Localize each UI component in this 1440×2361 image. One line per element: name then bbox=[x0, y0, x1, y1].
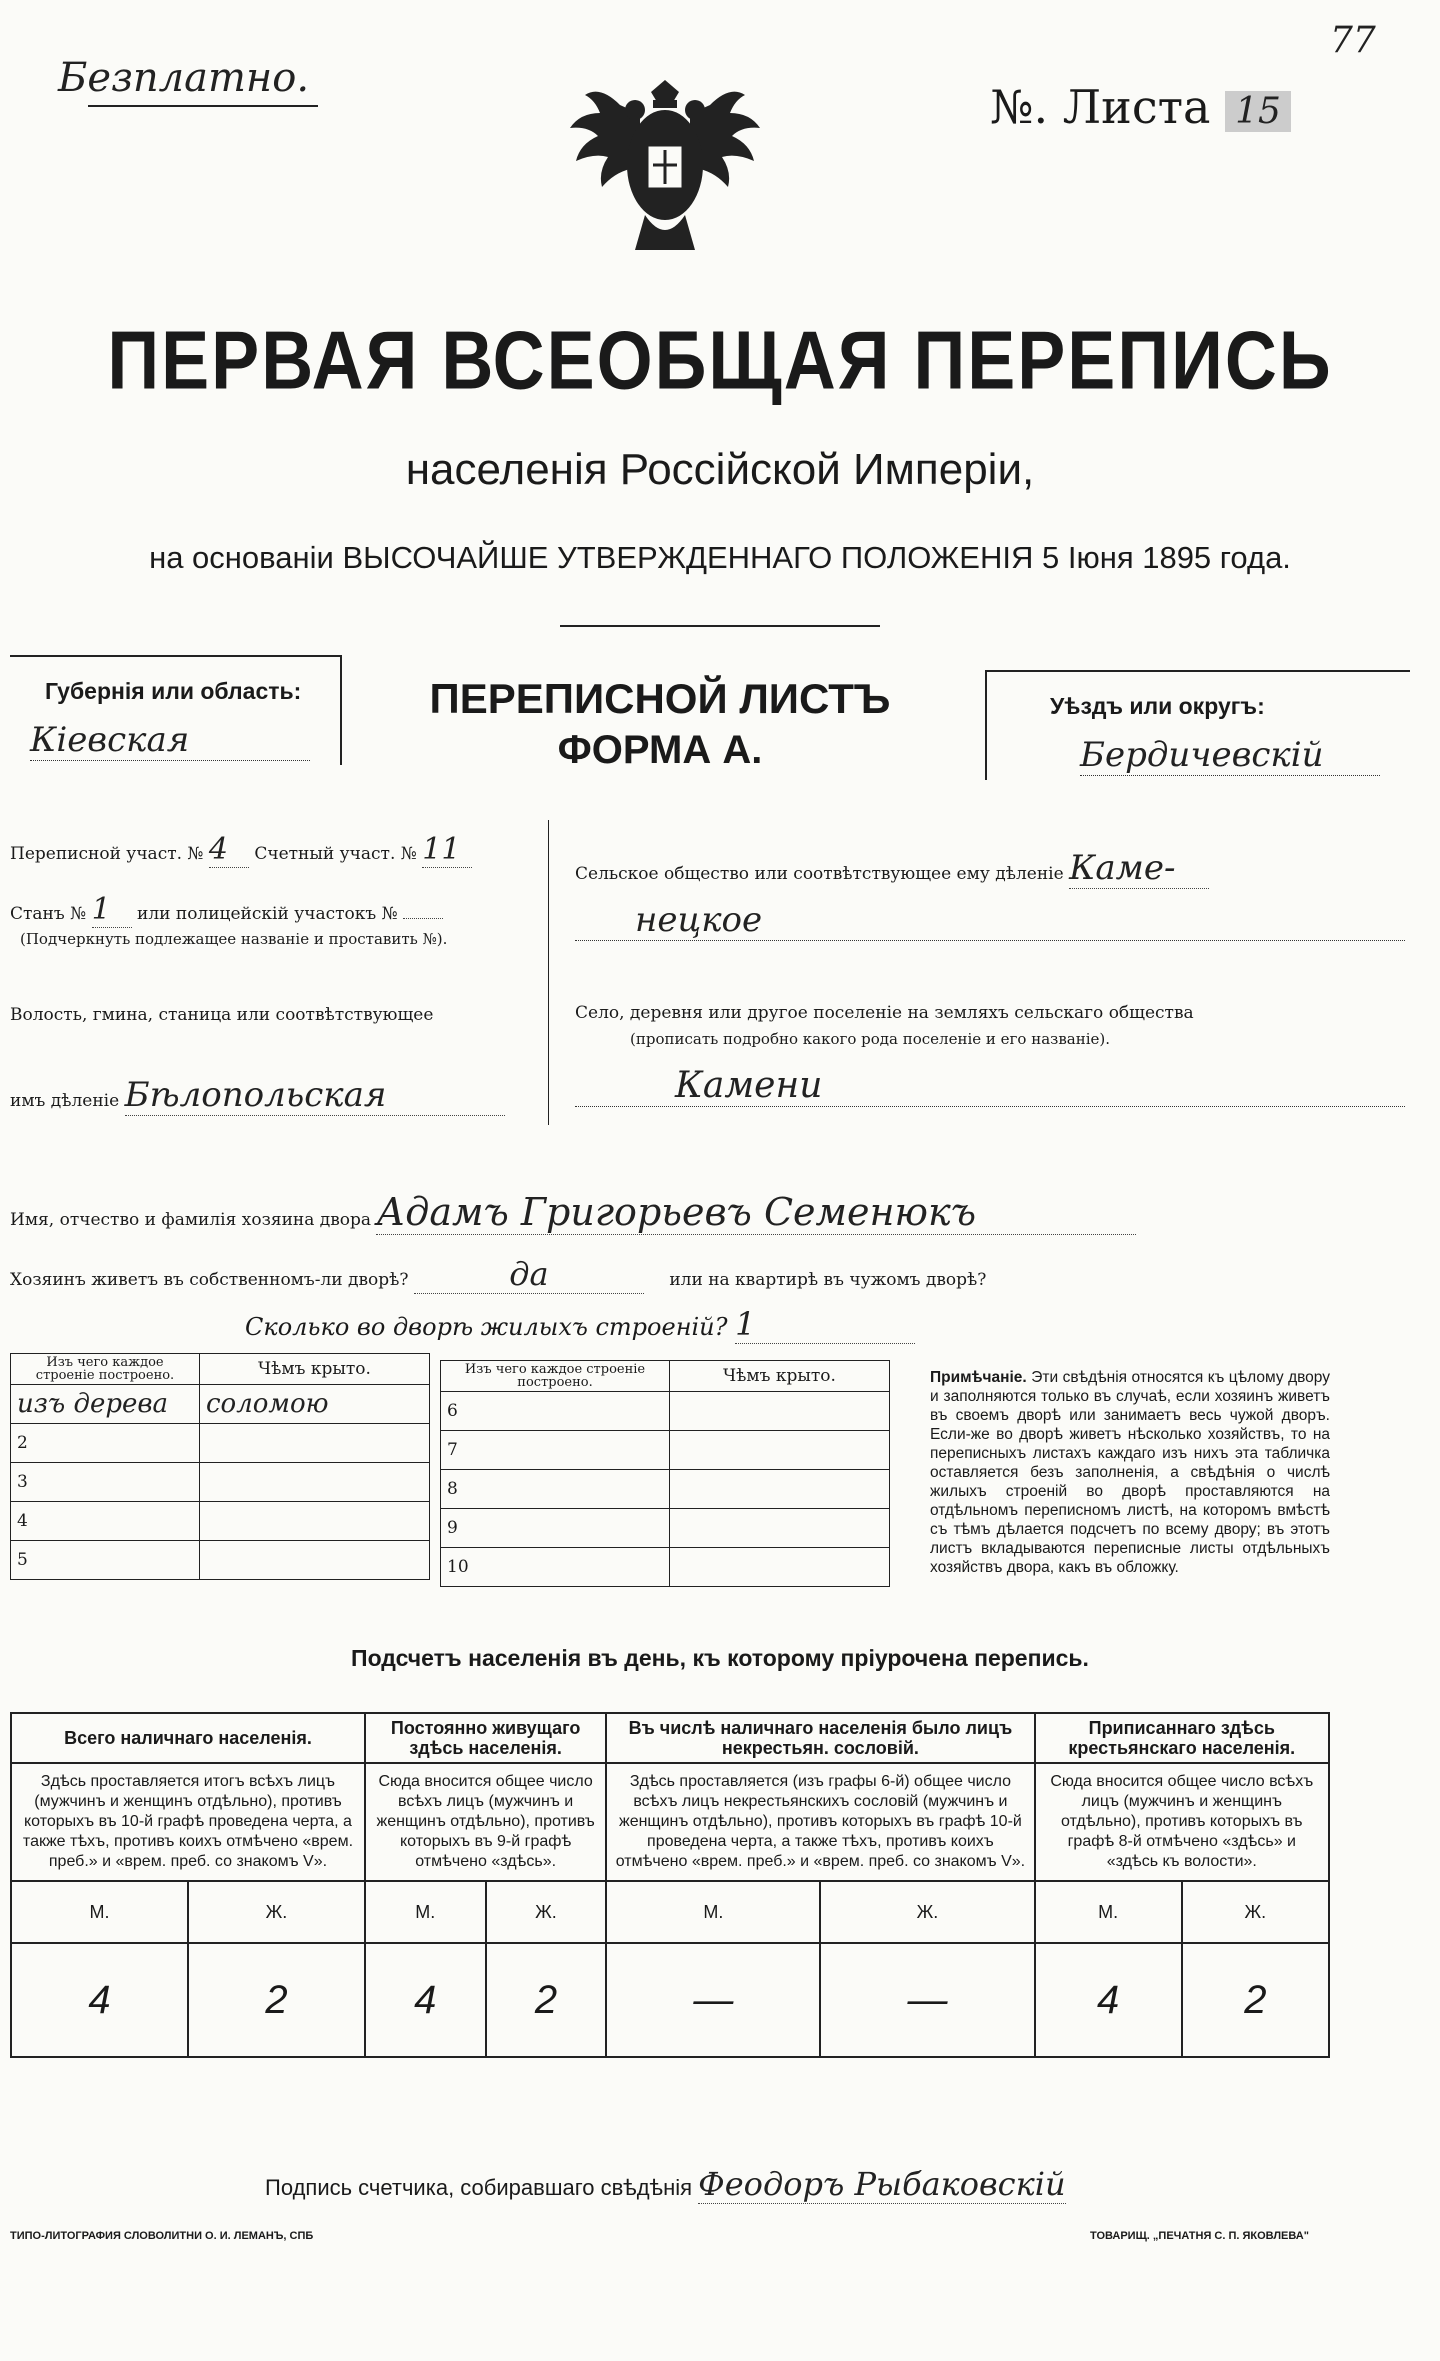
pop-col-1-f-value: 2 bbox=[188, 1943, 365, 2057]
pop-col-1-f-label: Ж. bbox=[188, 1881, 365, 1943]
printer-right: ТОВАРИЩ. „ПЕЧАТНЯ С. П. ЯКОВЛЕВА" bbox=[1090, 2230, 1309, 2242]
building-9-number: 9 bbox=[441, 1509, 670, 1548]
table-row bbox=[441, 1361, 890, 1392]
roof-header-2: Чѣмъ крыто. bbox=[670, 1361, 890, 1392]
ornament-divider bbox=[560, 625, 880, 627]
pop-col-4-m-label: М. bbox=[1035, 1881, 1182, 1943]
stan-blank bbox=[403, 918, 443, 919]
pop-col-2-m-value: 4 bbox=[365, 1943, 486, 2057]
pop-col-1-head: Всего наличнаго населенія. bbox=[11, 1713, 365, 1763]
stan-label: Станъ № bbox=[10, 904, 87, 924]
volost-line bbox=[10, 1075, 505, 1116]
pop-col-3-desc: Здѣсь проставляется (изъ графы 6-й) общее число всѣхъ лицъ некрестьянскихъ сословій (мужчинъ и женщинъ отдѣльно), противъ которыхъ въ графѣ 10-й проведена черта, а также тѣхъ, противъ коихъ отмѣчено «врем. преб.» и «врем. преб. со знакомъ V». bbox=[606, 1763, 1034, 1881]
pop-col-2-desc: Сюда вносится общее число всѣхъ лицъ (мужчинъ и женщинъ отдѣльно), противъ которыхъ въ 9-й графѣ отмѣчено «здѣсь». bbox=[365, 1763, 606, 1881]
building-9-roof bbox=[670, 1509, 890, 1548]
table-row bbox=[11, 1943, 1329, 2057]
own-yard-label: Хозяинъ живетъ въ собственномъ-ли дворѣ? bbox=[10, 1270, 409, 1290]
pop-col-3-head: Въ числѣ наличнаго населенія было лицъ некрестьян. сословій. bbox=[606, 1713, 1034, 1763]
pop-col-2-head: Постоянно живущаго здѣсь населенія. bbox=[365, 1713, 606, 1763]
printer-left: ТИПО-ЛИТОГРАФИЯ СЛОВОЛИТНИ О. И. ЛЕМАНЪ, СПБ bbox=[10, 2230, 314, 2242]
building-3-roof bbox=[200, 1463, 430, 1502]
pop-col-4-f-value: 2 bbox=[1182, 1943, 1329, 2057]
uezd-value: Бердичевскій bbox=[1080, 735, 1380, 776]
stan-rest-label: или полицейскій участокъ № bbox=[137, 904, 398, 924]
census-district-value: 4 bbox=[209, 832, 249, 868]
building-3-number: 3 bbox=[11, 1463, 200, 1502]
table-row bbox=[441, 1470, 890, 1509]
gubernia-value: Кіевская bbox=[30, 720, 310, 761]
signature-value: Феодоръ Рыбаковскій bbox=[698, 2165, 1066, 2203]
building-1-material: изъ дерева bbox=[11, 1385, 200, 1424]
pop-col-1-m-value: 4 bbox=[11, 1943, 188, 2057]
buildings-table-left bbox=[10, 1353, 430, 1580]
buildings-table-right bbox=[440, 1360, 890, 1587]
sheet-number-label bbox=[990, 80, 1291, 134]
own-yard-value: да bbox=[414, 1255, 644, 1294]
basis-line: на основаніи ВЫСОЧАЙШЕ УТВЕРЖДЕННАГО ПОЛОЖЕНІЯ 5 Іюня 1895 года. bbox=[149, 540, 1291, 575]
table-row bbox=[11, 1354, 430, 1385]
building-2-number: 2 bbox=[11, 1424, 200, 1463]
counting-district-value: 11 bbox=[422, 832, 472, 868]
building-5-number: 5 bbox=[11, 1541, 200, 1580]
owner-name-value: Адамъ Григорьевъ Семенюкъ bbox=[376, 1190, 1136, 1235]
own-yard-line bbox=[10, 1255, 986, 1294]
gubernia-box-top bbox=[10, 655, 340, 657]
building-10-number: 10 bbox=[441, 1548, 670, 1587]
main-title: ПЕРВАЯ ВСЕОБЩАЯ ПЕРЕПИСЬ bbox=[107, 315, 1333, 407]
uezd-box-top bbox=[985, 670, 1410, 672]
imperial-eagle-icon bbox=[565, 50, 765, 270]
table-row bbox=[11, 1713, 1329, 1763]
table-row bbox=[11, 1502, 430, 1541]
pop-col-2-m-label: М. bbox=[365, 1881, 486, 1943]
table-row bbox=[11, 1463, 430, 1502]
stan-value: 1 bbox=[92, 892, 132, 928]
building-4-number: 4 bbox=[11, 1502, 200, 1541]
signature-label: Подпись счетчика, собиравшаго свѣдѣнія bbox=[265, 2175, 693, 2200]
society-value-1: Каме- bbox=[1069, 848, 1209, 889]
pop-col-3-f-label: Ж. bbox=[820, 1881, 1034, 1943]
table-row bbox=[441, 1392, 890, 1431]
building-6-number: 6 bbox=[441, 1392, 670, 1431]
sheet-number-value: 15 bbox=[1225, 91, 1291, 132]
pop-col-3-f-value: — bbox=[820, 1943, 1034, 2057]
gubernia-box-right bbox=[340, 655, 342, 765]
table-row bbox=[11, 1541, 430, 1580]
village-value: Камени bbox=[575, 1065, 1405, 1107]
rent-label: или на квартирѣ въ чужомъ дворѣ? bbox=[669, 1270, 987, 1290]
pop-col-2-f-label: Ж. bbox=[486, 1881, 607, 1943]
society-label: Сельское общество или соотвѣтствующее ему дѣленіе bbox=[575, 864, 1064, 884]
society-line bbox=[575, 848, 1209, 889]
building-8-number: 8 bbox=[441, 1470, 670, 1509]
pop-col-3-m-label: М. bbox=[606, 1881, 820, 1943]
table-row bbox=[441, 1509, 890, 1548]
building-7-number: 7 bbox=[441, 1431, 670, 1470]
free-underline bbox=[88, 105, 318, 107]
free-label: Безплатно. bbox=[58, 55, 310, 101]
building-1-roof: соломою bbox=[200, 1385, 430, 1424]
uezd-box-left bbox=[985, 670, 987, 780]
archive-number: 77 bbox=[1330, 20, 1376, 61]
society-value-2: нецкое bbox=[575, 900, 1405, 941]
sub-title: населенія Россійской Имперіи, bbox=[405, 445, 1035, 494]
column-divider bbox=[548, 820, 549, 1125]
pop-col-4-m-value: 4 bbox=[1035, 1943, 1182, 2057]
material-header-2: Изъ чего каждое строеніе построено. bbox=[441, 1361, 670, 1392]
table-row bbox=[11, 1424, 430, 1463]
gubernia-label: Губернія или область: bbox=[45, 678, 302, 704]
volost-value: Бѣлопольская bbox=[125, 1075, 505, 1116]
pop-col-3-m-value: — bbox=[606, 1943, 820, 2057]
building-6-roof bbox=[670, 1392, 890, 1431]
table-row bbox=[11, 1385, 430, 1424]
pop-col-1-m-label: М. bbox=[11, 1881, 188, 1943]
sheet-label-text: №. Листа bbox=[990, 80, 1211, 134]
material-header: Изъ чего каждое строеніе построено. bbox=[11, 1354, 200, 1385]
population-title: Подсчетъ населенія въ день, къ которому пріурочена перепись. bbox=[351, 1645, 1089, 1671]
census-district-label: Переписной участ. № bbox=[10, 844, 204, 864]
form-title: ФОРМА А. bbox=[557, 728, 763, 772]
volost-label: Волость, гмина, станица или соотвѣтствующее bbox=[10, 1005, 434, 1025]
building-2-roof bbox=[200, 1424, 430, 1463]
note-title: Примѣчаніе. bbox=[930, 1369, 1027, 1386]
village-note: (прописать подробно какого рода поселеніе и его названіе). bbox=[630, 1030, 1110, 1048]
buildings-label: Сколько во дворѣ жилыхъ строеній? bbox=[245, 1313, 728, 1341]
pop-col-4-head: Приписаннаго здѣсь крестьянскаго населенія. bbox=[1035, 1713, 1329, 1763]
table-row bbox=[11, 1763, 1329, 1881]
roof-header: Чѣмъ крыто. bbox=[200, 1354, 430, 1385]
signature-line bbox=[265, 2165, 1066, 2204]
district-line bbox=[10, 832, 472, 868]
table-row bbox=[11, 1881, 1329, 1943]
owner-name-label: Имя, отчество и фамилія хозяина двора bbox=[10, 1210, 372, 1230]
pop-col-4-desc: Сюда вносится общее число всѣхъ лицъ (мужчинъ и женщинъ отдѣльно), противъ которыхъ въ графѣ 8-й отмѣчено «здѣсь» и «здѣсь къ волости». bbox=[1035, 1763, 1329, 1881]
population-table bbox=[10, 1712, 1330, 2058]
buildings-line bbox=[245, 1305, 915, 1344]
counting-district-label: Счетный участ. № bbox=[254, 844, 417, 864]
uezd-label: Уѣздъ или округъ: bbox=[1050, 693, 1265, 719]
volost-label-2: имъ дѣленіе bbox=[10, 1091, 120, 1111]
building-7-roof bbox=[670, 1431, 890, 1470]
table-row bbox=[441, 1431, 890, 1470]
stan-line bbox=[10, 892, 443, 928]
building-5-roof bbox=[200, 1541, 430, 1580]
building-10-roof bbox=[670, 1548, 890, 1587]
buildings-value: 1 bbox=[735, 1305, 915, 1344]
building-8-roof bbox=[670, 1470, 890, 1509]
note-text: Эти свѣдѣнія относятся къ цѣлому двору и заполняются только въ случаѣ, если хозяинъ живетъ въ своемъ дворѣ или занимаетъ весь чужой дворъ. Если-же во дворѣ живетъ нѣсколько хозяйствъ, то на переписныхъ листахъ каждаго изъ нихъ эта табличка оставляется безъ заполненія, а свѣдѣнія о числѣ жилыхъ строеній во дворѣ проставляются на отдѣльномъ переписномъ листѣ, на которомъ вмѣстѣ съ тѣмъ дѣлается подсчетъ по всему двору; въ этотъ листъ вкладываются переписные листы отдѣльныхъ хозяйствъ двора, какъ въ обложку. bbox=[930, 1369, 1330, 1576]
building-4-roof bbox=[200, 1502, 430, 1541]
sheet-title: ПЕРЕПИСНОЙ ЛИСТЪ bbox=[429, 675, 891, 722]
village-label: Село, деревня или другое поселеніе на земляхъ сельскаго общества bbox=[575, 1003, 1194, 1023]
stan-note: (Подчеркнуть подлежащее названіе и проставить №). bbox=[20, 930, 448, 948]
pop-col-1-desc: Здѣсь проставляется итогъ всѣхъ лицъ (мужчинъ и женщинъ отдѣльно), противъ которыхъ въ 10-й графѣ проведена черта, а также тѣхъ, противъ коихъ отмѣчено «врем. преб.» и «врем. преб. со знакомъ V». bbox=[11, 1763, 365, 1881]
owner-name-line bbox=[10, 1190, 1136, 1235]
pop-col-2-f-value: 2 bbox=[486, 1943, 607, 2057]
buildings-note bbox=[930, 1368, 1330, 1577]
table-row bbox=[441, 1548, 890, 1587]
pop-col-4-f-label: Ж. bbox=[1182, 1881, 1329, 1943]
